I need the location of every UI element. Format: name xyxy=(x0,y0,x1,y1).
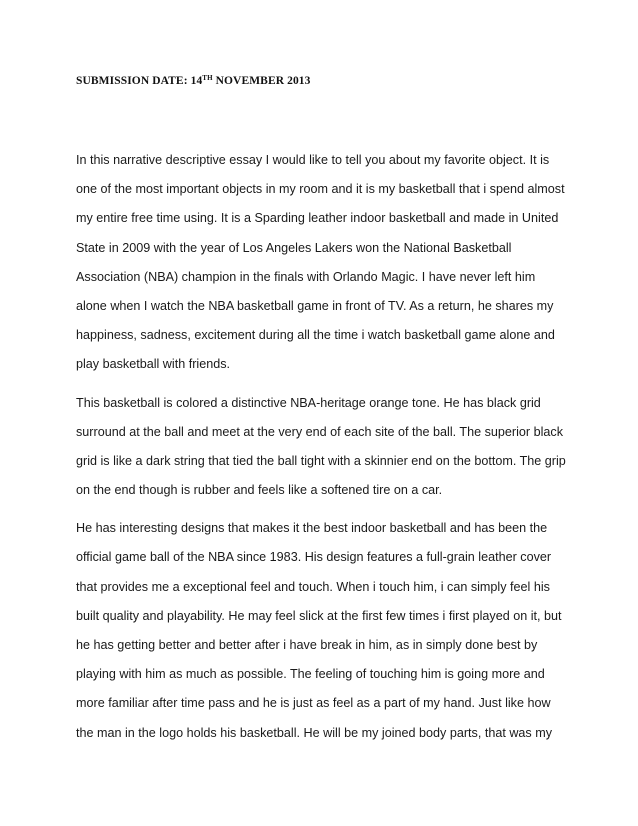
essay-body xyxy=(76,146,576,748)
text-line: playing with him as much as possible. The feeling of touching him is going more and xyxy=(76,667,545,682)
text-line: built quality and playability. He may feel slick at the first few times i first played on it, but xyxy=(76,608,562,623)
text-line: my entire free time using. It is a Sparding leather indoor basketball and made in United xyxy=(76,211,559,226)
text-line: official game ball of the NBA since 1983. His design features a full-grain leather cover xyxy=(76,550,552,565)
text-line: State in 2009 with the year of Los Angeles Lakers won the National Basketball xyxy=(76,240,512,255)
text-line: surround at the ball and meet at the very end of each site of the ball. The superior black xyxy=(76,424,564,439)
text-line: the man in the logo holds his basketball. He will be my joined body parts, that was my xyxy=(76,725,553,740)
text-line: This basketball is colored a distinctive NBA-heritage orange tone. He has black grid xyxy=(76,395,541,410)
submission-date xyxy=(76,75,311,87)
text-line: happiness, sadness, excitement during all the time i watch basketball game alone and xyxy=(76,328,555,343)
text-line: on the end though is rubber and feels like a softened tire on a car. xyxy=(76,483,443,498)
paragraph-spacer xyxy=(76,505,576,514)
text-line: He has interesting designs that makes it the best indoor basketball and has been the xyxy=(76,521,548,536)
text-line: alone when I watch the NBA basketball game in front of TV. As a return, he shares my xyxy=(76,298,554,313)
text-line: he has getting better and better after i have break in him, as in simply done best by xyxy=(76,638,538,652)
text-line: that provides me a exceptional feel and touch. When i touch him, i can simply feel his xyxy=(76,579,550,594)
paragraph-2 xyxy=(76,389,576,506)
paragraph-3 xyxy=(76,514,576,748)
text-line: In this narrative descriptive essay I would like to tell you about my favorite object. It is xyxy=(76,153,550,167)
submission-date-suffix: NOVEMBER 2013 xyxy=(212,75,311,87)
text-line: one of the most important objects in my room and it is my basketball that i spend almost xyxy=(76,182,565,197)
text-line: more familiar after time pass and he is just as feel as a part of my hand. Just like how xyxy=(76,696,551,711)
submission-date-superscript: TH xyxy=(202,74,213,82)
text-line: play basketball with friends. xyxy=(76,357,231,372)
submission-date-prefix: SUBMISSION DATE: 14 xyxy=(76,75,203,87)
text-line: grid is like a dark string that tied the ball tight with a skinnier end on the bottom. The grip xyxy=(76,453,566,468)
text-line: Association (NBA) champion in the finals with Orlando Magic. I have never left him xyxy=(76,269,536,284)
paragraph-spacer xyxy=(76,380,576,389)
paragraph-1 xyxy=(76,146,576,380)
